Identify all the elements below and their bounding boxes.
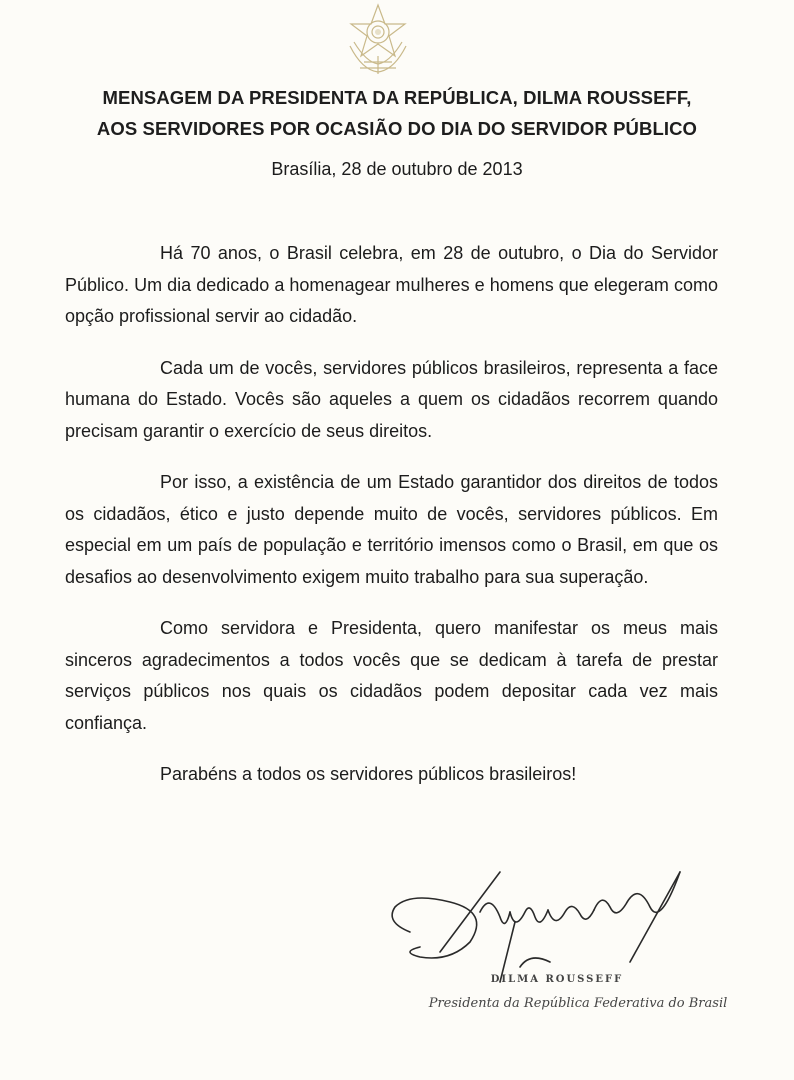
message-title-line-1: MENSAGEM DA PRESIDENTA DA REPÚBLICA, DILMA ROUSSEFF, [102, 87, 692, 108]
paragraph: Cada um de vocês, servidores públicos brasileiros, representa a face humana do Estado. Vocês são aqueles a quem os cidadãos recorrem quando precisam garantir o exercício de seus direitos. [65, 357, 718, 441]
paragraph: Como servidora e Presidenta, quero manifestar os meus mais sinceros agradecimentos a todos vocês que se dedicam à tarefa de prestar serviços públicos nos quais os cidadãos podem depositar cada vez mais confiança. [65, 618, 718, 733]
paragraph: Há 70 anos, o Brasil celebra, em 28 de outubro, o Dia do Servidor Público. Um dia dedicado a homenagear mulheres e homens que elegeram como opção profissional servir ao cidadão. [65, 243, 718, 326]
dateline: Brasília, 28 de outubro de 2013 [271, 159, 523, 179]
message-title-line-2: AOS SERVIDORES POR OCASIÃO DO DIA DO SERVIDOR PÚBLICO [96, 118, 698, 139]
paragraph: Parabéns a todos os servidores públicos brasileiros! [160, 764, 577, 784]
signatory-name: DILMA ROUSSEFF [490, 974, 624, 985]
message-body [65, 238, 718, 811]
paragraph: Por isso, a existência de um Estado garantidor dos direitos de todos os cidadãos, ético e justo depende muito de vocês, servidores públicos. Em especial em um país de população e território imensos como o Brasil, em que os desafios ao desenvolvimento exigem muito trabalho para sua superação. [65, 472, 718, 587]
coat-of-arms-icon [344, 2, 412, 76]
handwritten-signature [380, 852, 710, 992]
signatory-title: Presidenta da República Federativa do Brasil [428, 996, 728, 1011]
